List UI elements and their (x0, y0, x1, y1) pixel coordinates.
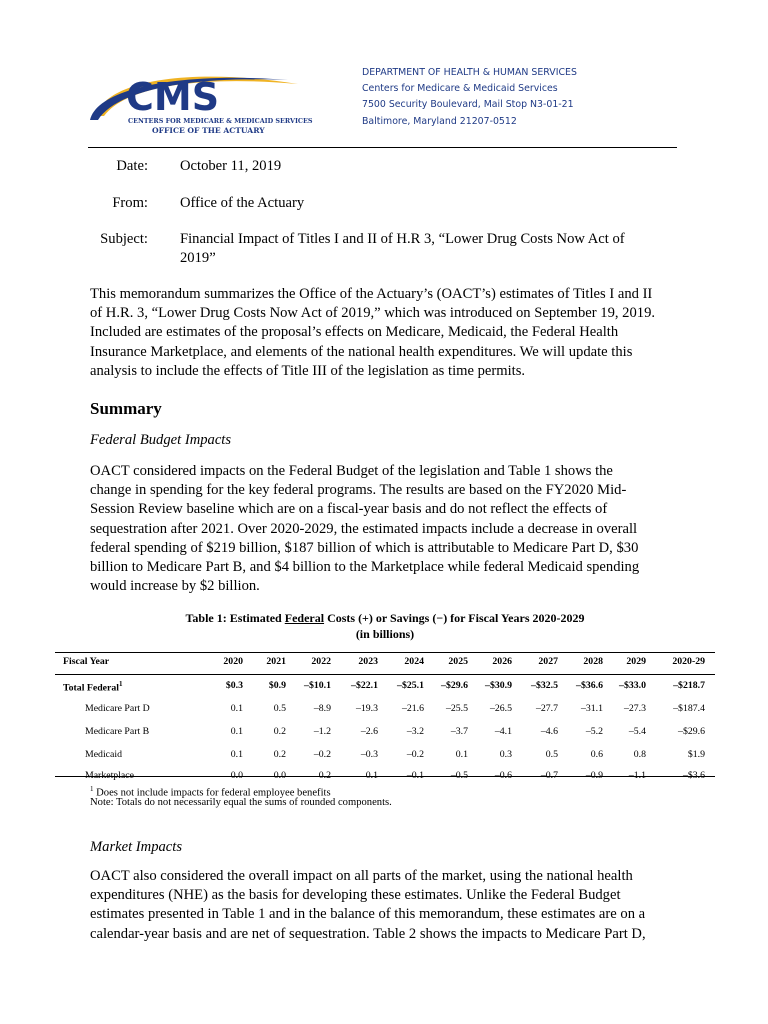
intro-line: of H.R. 3, “Lower Drug Costs Now Act of 2019,” which was introduced on September 19, 2019. (90, 305, 656, 322)
table-cell: –2.6 (360, 726, 378, 737)
caption-federal: Federal (284, 611, 325, 625)
row-label-text: Medicare Part B (85, 726, 150, 737)
column-header: 2024 (404, 656, 424, 667)
column-header: 2025 (448, 656, 468, 667)
market-line: estimates presented in Table 1 and in the balance of this memorandum, these estimates are on a (90, 906, 646, 923)
table-cell: 0.0 (230, 770, 243, 781)
table-cell: –$36.6 (576, 680, 603, 691)
intro-line: analysis to include the effects of Title III of the legislation as time permits. (90, 362, 526, 379)
table-cell: –27.3 (623, 703, 646, 714)
table-cell: –0.5 (450, 770, 468, 781)
table-cell: –5.4 (628, 726, 646, 737)
table-cell: –0.3 (360, 749, 378, 760)
market-impacts-heading: Market Impacts (90, 839, 182, 855)
federal-line: change in spending for the key federal programs. The results are based on the FY2020 Mid- (90, 482, 627, 499)
table-cell: –$22.1 (351, 680, 378, 691)
table-cell: –19.3 (355, 703, 378, 714)
row-label (85, 749, 122, 760)
federal-line: Session Review baseline which are on a fiscal-year basis and do not reflect the effects of (90, 501, 608, 518)
table-cell: –3.7 (450, 726, 468, 737)
table-cell: –$25.1 (397, 680, 424, 691)
table-cell: 0.1 (230, 726, 243, 737)
intro-line: This memorandum summarizes the Office of the Actuary’s (OACT’s) estimates of Titles I and II (90, 286, 653, 302)
federal-line: would increase by $2 billion. (90, 578, 260, 595)
table-row (55, 726, 715, 744)
column-header: 2028 (583, 656, 603, 667)
row-label (85, 726, 149, 737)
table-cell: –$3.6 (682, 770, 705, 781)
table-cell: –0.7 (540, 770, 558, 781)
table-cell: 0.6 (590, 749, 603, 760)
table-cell: 0.2 (273, 726, 286, 737)
column-header: 2021 (266, 656, 286, 667)
subject-line2: 2019” (180, 250, 216, 266)
subject-value (180, 230, 660, 268)
table-row (55, 703, 715, 721)
footnote-text: Does not include impacts for federal employee benefits (93, 787, 331, 799)
agency-address (362, 65, 577, 130)
table-cell: $0.9 (268, 680, 286, 691)
table-cell: –$32.5 (531, 680, 558, 691)
row-label (85, 703, 150, 714)
date-value: October 11, 2019 (180, 158, 282, 174)
logo-line1: CENTERS FOR MEDICARE & MEDICAID SERVICES (128, 117, 313, 125)
caption-units: (in billions) (355, 627, 415, 641)
column-header: 2027 (538, 656, 558, 667)
table-cell: 0.8 (633, 749, 646, 760)
intro-line: Insurance Marketplace, and elements of the national health expenditures. We will update this (90, 343, 633, 360)
subject-label: Subject: (100, 231, 148, 247)
table-cell: 0.0 (273, 770, 286, 781)
table-cell: –$29.6 (441, 680, 468, 691)
table-cell: –4.1 (494, 726, 512, 737)
market-line: expenditures (NHE) as the basis for developing these estimates. Unlike the Federal Budget (90, 887, 621, 904)
table-cell: 0.1 (230, 749, 243, 760)
market-paragraph (90, 867, 680, 944)
table-cell: 0.5 (545, 749, 558, 760)
table-cell: –0.2 (313, 749, 331, 760)
table-row (55, 749, 715, 767)
table-cell: 0.1 (230, 703, 243, 714)
row-footnote-marker: 1 (118, 680, 123, 688)
table-cell: –0.2 (406, 749, 424, 760)
table-cell: –$29.6 (678, 726, 705, 737)
agency-address1: 7500 Security Boulevard, Mail Stop N3-01-21 (362, 99, 574, 111)
table-cell: –$218.7 (673, 680, 705, 691)
federal-budget-heading: Federal Budget Impacts (90, 432, 232, 448)
market-line: calendar-year basis and are net of sequestration. Table 2 shows the impacts to Medicare Part D, (90, 925, 646, 942)
table-cell: 0.1 (365, 770, 378, 781)
from-label: From: (112, 195, 148, 211)
table-cell: 0.2 (273, 749, 286, 760)
row-label-text: Total Federal (63, 682, 119, 694)
table-cell: –0.6 (494, 770, 512, 781)
table-cell: –$30.9 (485, 680, 512, 691)
table-cell: –4.6 (540, 726, 558, 737)
federal-line: federal spending of $219 billion, $187 billion of which is attributable to Medicare Part D, $30 (90, 539, 639, 556)
column-header: 2023 (358, 656, 378, 667)
caption-pre: Table 1: Estimated (185, 611, 285, 625)
table-cell: –$10.1 (304, 680, 331, 691)
cms-logo (88, 70, 328, 142)
federal-line: billion to Medicare Part B, and $4 billion to the Marketplace while federal Medicaid spending (90, 559, 640, 576)
logo-line2: OFFICE OF THE ACTUARY (152, 126, 265, 135)
row-label-text: Marketplace (85, 770, 134, 781)
column-header: 2020-29 (672, 656, 705, 667)
from-value: Office of the Actuary (180, 195, 305, 211)
intro-line: Included are estimates of the proposal’s effects on Medicare, Medicaid, the Federal Health (90, 324, 619, 341)
date-label: Date: (116, 158, 148, 174)
table-cell: –$187.4 (673, 703, 705, 714)
intro-paragraph (90, 285, 680, 381)
table-cell: $0.3 (225, 680, 243, 691)
table1-caption (90, 610, 680, 642)
column-header: 2022 (311, 656, 331, 667)
table-cell: –26.5 (489, 703, 512, 714)
column-header: 2020 (223, 656, 243, 667)
table-header-row (55, 656, 715, 674)
table-cell: –25.5 (445, 703, 468, 714)
cms-letters: CMS (126, 75, 220, 119)
table-note: Note: Totals do not necessarily equal the sums of rounded components. (90, 797, 392, 808)
table-cell: 0.1 (455, 749, 468, 760)
table-rule (55, 674, 715, 675)
row-label (63, 680, 122, 693)
header-label: Fiscal Year (63, 656, 110, 667)
table-cell: $1.9 (687, 749, 705, 760)
row-label-text: Medicare Part D (85, 703, 150, 714)
table-cell: 0.3 (499, 749, 512, 760)
table-cell: –27.7 (535, 703, 558, 714)
table-cell: –31.1 (580, 703, 603, 714)
table-cell: –1.1 (628, 770, 646, 781)
agency-center: Centers for Medicare & Medicaid Services (362, 83, 558, 95)
row-label-text: Medicaid (85, 749, 122, 760)
table-cell: –5.2 (585, 726, 603, 737)
table-cell: –1.2 (313, 726, 331, 737)
footnote-marker: 1 (90, 785, 94, 793)
column-header: 2029 (626, 656, 646, 667)
subject-line1: Financial Impact of Titles I and II of H.R 3, “Lower Drug Costs Now Act of (180, 231, 625, 247)
federal-paragraph (90, 462, 680, 596)
table-row (55, 680, 715, 698)
table-cell: 0.5 (273, 703, 286, 714)
table-cell: –0.9 (585, 770, 603, 781)
summary-heading: Summary (90, 399, 162, 418)
agency-address2: Baltimore, Maryland 21207-0512 (362, 115, 517, 127)
market-line: OACT also considered the overall impact on all parts of the market, using the national health (90, 868, 633, 884)
agency-dept: DEPARTMENT OF HEALTH & HUMAN SERVICES (362, 67, 577, 78)
federal-line: sequestration after 2021. Over 2020-2029, the estimated impacts include a decrease in overall (90, 520, 638, 537)
table-cell: –8.9 (313, 703, 331, 714)
table-cell: –$33.0 (619, 680, 646, 691)
federal-line: OACT considered impacts on the Federal Budget of the legislation and Table 1 shows the (90, 463, 613, 479)
table-cell: –0.1 (406, 770, 424, 781)
header-rule (88, 147, 677, 148)
table-cell: –21.6 (401, 703, 424, 714)
caption-post: Costs (+) or Savings (−) for Fiscal Years 2020-2029 (324, 611, 585, 625)
column-header: 2026 (492, 656, 512, 667)
table-cell: –3.2 (406, 726, 424, 737)
table-rule (55, 652, 715, 653)
table-cell: 0.2 (318, 770, 331, 781)
row-label (85, 770, 134, 781)
